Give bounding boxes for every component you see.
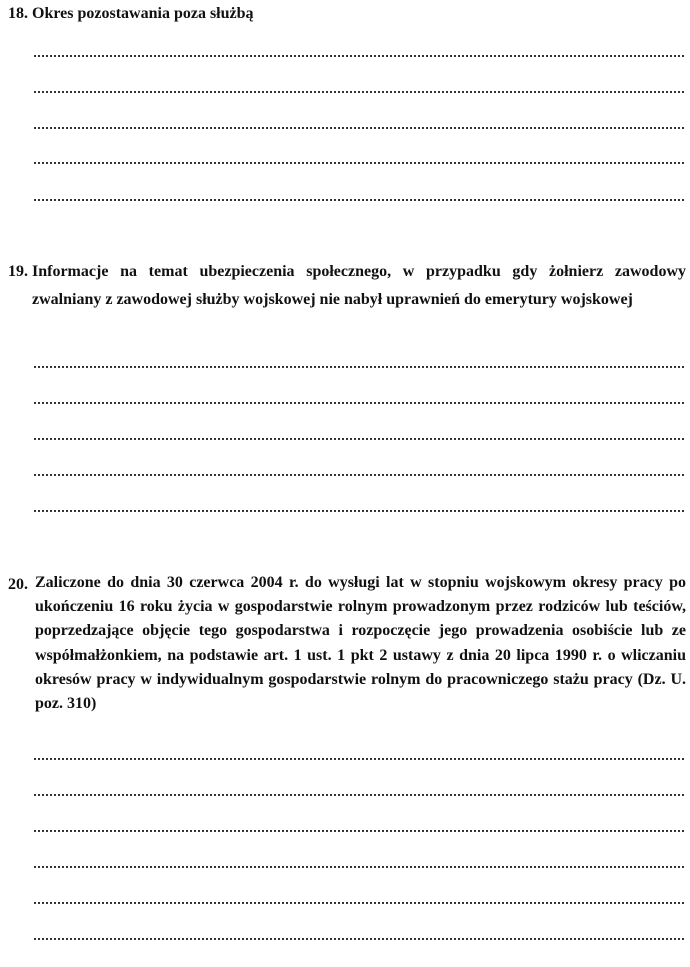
section-heading <box>8 258 686 314</box>
dotted-answer-line[interactable] <box>34 364 684 368</box>
dotted-answer-line[interactable] <box>34 53 684 57</box>
dotted-answer-line[interactable] <box>34 125 684 129</box>
dotted-answer-line[interactable] <box>34 160 684 164</box>
section-title: Informacje na temat ubezpieczenia społecznego, w przypadku gdy żołnierz zawodowy zwalniany z zawodowej służby wojskowej nie nabył uprawnień do emerytury wojskowej <box>32 263 686 308</box>
section-heading <box>8 571 686 716</box>
section-number: 18. <box>8 5 28 22</box>
dotted-answer-line[interactable] <box>34 828 684 832</box>
section-heading <box>8 0 686 28</box>
dotted-answer-line[interactable] <box>34 508 684 512</box>
dotted-answer-line[interactable] <box>34 89 684 93</box>
dotted-answer-line[interactable] <box>34 472 684 476</box>
section-number: 20. <box>8 576 28 593</box>
dotted-answer-line[interactable] <box>34 756 684 760</box>
dotted-answer-line[interactable] <box>34 792 684 796</box>
section-title: Zaliczone do dnia 30 czerwca 2004 r. do wysługi lat w stopniu wojskowym okresy pracy po ukończeniu 16 roku życia w gospodarstwie rolnym prowadzonym przez rodziców lub teściów, poprzedzające objęcie tego gospodarstwa i rozpoczęcie jego prowadzenia osobiście lub ze współmałżonkiem, na podstawie art. 1 ust. 1 pkt 2 ustawy z dnia 20 lipca 1990 r. o wliczaniu okresów pracy w indywidualnym gospodarstwie rolnym do pracowniczego stażu pracy (Dz. U. poz. 310) <box>35 574 686 713</box>
dotted-answer-line[interactable] <box>34 436 684 440</box>
dotted-answer-line[interactable] <box>34 936 684 940</box>
dotted-answer-line[interactable] <box>34 900 684 904</box>
section-title: Okres pozostawania poza służbą <box>32 5 254 22</box>
dotted-answer-line[interactable] <box>34 400 684 404</box>
section-number: 19. <box>8 263 28 280</box>
dotted-answer-line[interactable] <box>34 197 684 201</box>
dotted-answer-line[interactable] <box>34 864 684 868</box>
